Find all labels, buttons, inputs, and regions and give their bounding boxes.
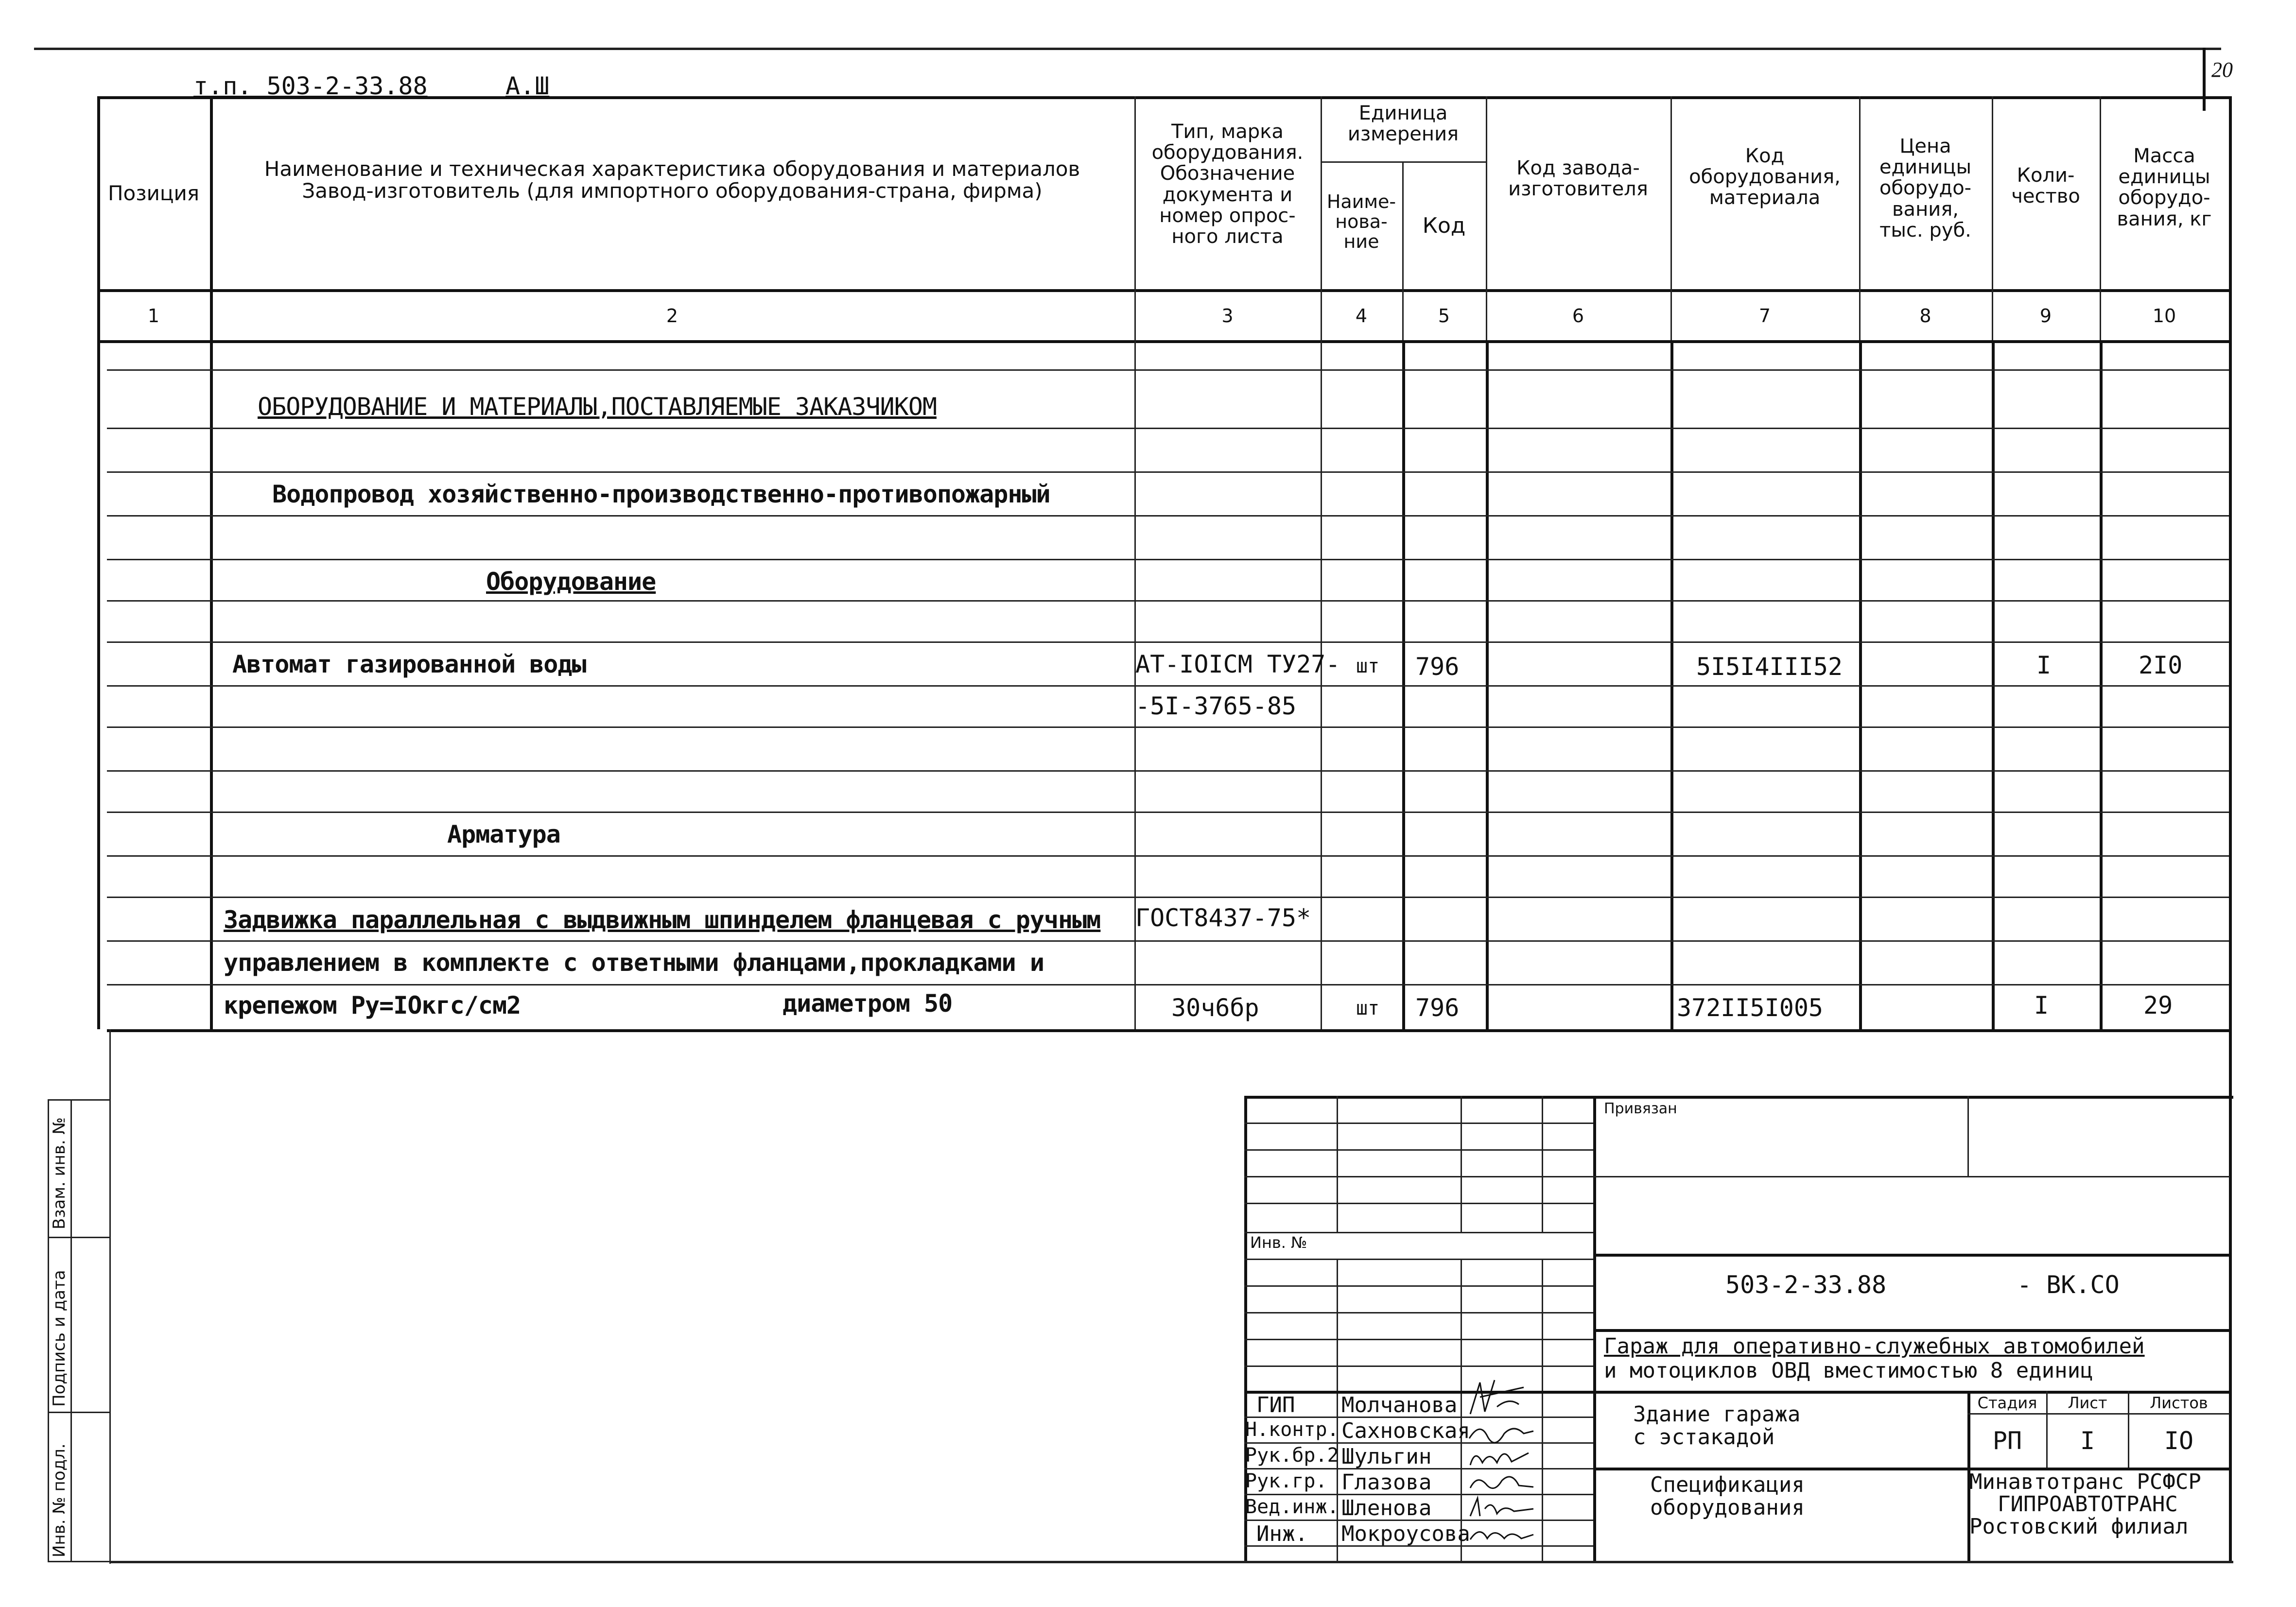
col-name-header: Наименование и техническая характеристика оборудования и материалов Завод-изготовитель (для импортного оборудования-страна, фирма): [264, 157, 1080, 203]
col-number: 5: [1438, 305, 1450, 327]
signature-scribble: [1465, 1378, 1538, 1417]
section-title: ОБОРУДОВАНИЕ И МАТЕРИАЛЫ,ПОСТАВЛЯЕМЫЕ ЗАКАЗЧИКОМ: [258, 393, 937, 421]
side-sign-date: Подпись и дата: [50, 1270, 69, 1407]
staff-name: Молчанова: [1341, 1393, 1458, 1417]
col-number: 8: [1919, 305, 1931, 327]
bottom-border-line: [109, 1561, 2233, 1563]
col-number: 9: [2039, 305, 2052, 327]
item1-equip-code: 5I5I4III52: [1696, 653, 1843, 681]
staff-name: Сахновская: [1341, 1418, 1470, 1443]
item1-qty: I: [2036, 651, 2052, 679]
item1-type-cont: -5I-3765-85: [1135, 692, 1297, 720]
item2-diameter: диаметром 50: [783, 989, 953, 1018]
col-number: 1: [147, 305, 160, 327]
col-number: 4: [1355, 305, 1368, 327]
doc-suffix: - ВК.СО: [2017, 1271, 2120, 1299]
top-border-line: [34, 48, 2221, 50]
item1-mass: 2I0: [2139, 651, 2183, 679]
item1-unit: шт: [1356, 655, 1380, 677]
project-title: Гараж для оперативно-служебных автомобилей: [1604, 1334, 2145, 1359]
subsection-title: Водопровод хозяйственно-производственно-противопожарный: [272, 480, 1050, 508]
staff-name: Шульгин: [1341, 1444, 1432, 1469]
item2-mass: 29: [2143, 991, 2173, 1019]
item2-equip-code: 372II5I005: [1677, 994, 1824, 1022]
group-equipment-title: Оборудование: [486, 568, 656, 596]
org-name: Минавтотранс РСФСР: [1969, 1469, 2201, 1494]
building-name-cont: с эстакадой: [1633, 1425, 1775, 1450]
col-unit-code-header: Код: [1422, 213, 1466, 239]
inv-no-label: Инв. №: [1250, 1233, 1307, 1252]
signature-scribble: [1465, 1494, 1538, 1521]
stage-value: РП: [1992, 1426, 2022, 1455]
item2-type-mark: 30ч6бр: [1171, 994, 1259, 1022]
item2-qty: I: [2034, 991, 2049, 1019]
sheet-title-cont: оборудования: [1650, 1495, 1805, 1520]
col-price-header: Цена единицы оборудо- вания, тыс. руб.: [1879, 135, 1972, 242]
col-number: 10: [2152, 305, 2176, 327]
col-unit-group-header: Единица измерения: [1347, 102, 1459, 146]
item2-name-cont2: крепежом Py=IOкгс/см2: [224, 991, 521, 1019]
staff-name: Шленова: [1341, 1496, 1432, 1521]
header-code: т.п. 503-2-33.88: [193, 72, 428, 100]
item2-name-cont: управлением в комплекте с ответными фланцами,прокладками и: [224, 949, 1044, 977]
item2-unit-code: 796: [1415, 994, 1460, 1022]
col-equip-code-header: Код оборудования, материала: [1689, 145, 1841, 209]
side-replace-inv: Взам. инв. №: [50, 1117, 69, 1229]
stage-label: Стадия: [1977, 1394, 2037, 1412]
col-type-header: Тип, марка оборудования. Обозначение документа и номер опрос- ного листа: [1151, 121, 1304, 248]
signature-scribble: [1465, 1469, 1538, 1495]
building-name: Здание гаража: [1633, 1402, 1801, 1427]
sheets-value: IO: [2164, 1426, 2194, 1455]
staff-role: Вед.инж.: [1245, 1496, 1339, 1518]
item1-unit-code: 796: [1415, 653, 1460, 681]
doc-code: 503-2-33.88: [1725, 1271, 1887, 1299]
staff-role: ГИП: [1256, 1393, 1295, 1417]
col-number: 2: [666, 305, 678, 327]
page-number: 20: [2211, 58, 2233, 82]
item1-type: АТ-IOICM ТУ27-: [1135, 650, 1340, 678]
side-inv-orig: Инв. № подл.: [50, 1443, 69, 1557]
col-factory-code-header: Код завода- изготовителя: [1508, 157, 1648, 201]
item2-name: Задвижка параллельная с выдвижным шпинделем фланцевая с ручным: [224, 906, 1101, 934]
sheet-title: Спецификация: [1650, 1472, 1805, 1497]
item2-unit: шт: [1356, 997, 1380, 1019]
signature-scribble: [1465, 1520, 1538, 1547]
group-fittings-title: Арматура: [447, 820, 560, 848]
col-qty-header: Коли- чество: [2011, 164, 2080, 208]
org-institute: ГИПРОАВТОТРАНС: [1998, 1492, 2178, 1517]
staff-role: Инж.: [1256, 1521, 1308, 1546]
staff-name: Глазова: [1341, 1470, 1432, 1495]
org-branch: Ростовский филиал: [1969, 1514, 2189, 1539]
staff-name: Мокроусова: [1341, 1521, 1470, 1546]
item1-name: Автомат газированной воды: [232, 650, 586, 678]
header-album: А.Ш: [505, 72, 550, 100]
page-number-box-line: [2203, 48, 2206, 111]
staff-role: Н.контр.: [1245, 1418, 1339, 1441]
project-title-cont: и мотоциклов ОВД вместимостью 8 единиц: [1604, 1358, 2093, 1383]
signature-scribble: [1465, 1443, 1538, 1470]
sheet-label: Лист: [2068, 1394, 2107, 1412]
staff-role: Рук.гр.: [1245, 1470, 1327, 1492]
col-number: 7: [1758, 305, 1771, 327]
col-mass-header: Масса единицы оборудо- вания, кг: [2117, 145, 2212, 230]
col-number: 6: [1572, 305, 1584, 327]
sheet-value: I: [2080, 1426, 2095, 1455]
col-position-header: Позиция: [107, 181, 200, 205]
col-unit-name-header: Наиме- нова- ние: [1326, 191, 1396, 253]
col-number: 3: [1221, 305, 1234, 327]
sheets-label: Листов: [2150, 1394, 2208, 1412]
staff-role: Рук.бр.2: [1245, 1444, 1339, 1467]
privyazan-label: Привязан: [1604, 1100, 1677, 1117]
item2-type: ГОСТ8437-75*: [1135, 904, 1311, 932]
signature-scribble: [1465, 1419, 1538, 1446]
